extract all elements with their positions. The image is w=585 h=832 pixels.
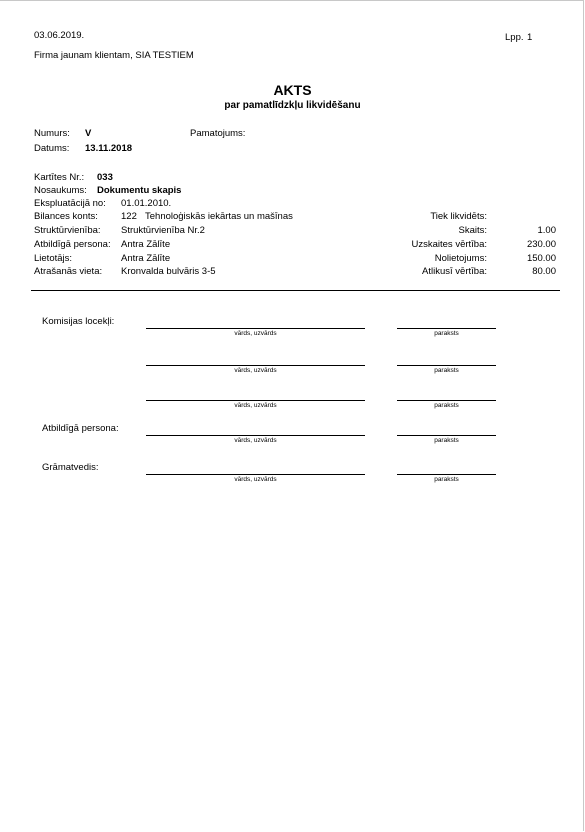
name-caption: vārds, uzvārds — [234, 367, 277, 374]
kartites-value: 033 — [97, 172, 113, 183]
atbildiga-value: Antra Zālīte — [121, 239, 171, 250]
bilances-name: Tehnoloģiskās iekārtas un mašīnas — [145, 211, 293, 222]
kartites-label: Kartītes Nr.: — [34, 172, 85, 183]
name-caption: vārds, uzvārds — [234, 437, 277, 444]
ekspl-label: Ekspluatācijā no: — [34, 198, 106, 209]
signature-line — [397, 474, 496, 475]
page-number: 1 — [527, 32, 533, 43]
nolietojums-value: 150.00 — [526, 253, 556, 264]
sign-caption: paraksts — [434, 367, 459, 374]
sign-caption: paraksts — [434, 437, 459, 444]
atlikusi-value: 80.00 — [532, 266, 556, 277]
gramatvedis-label: Grāmatvedis: — [42, 462, 99, 473]
uzskaites-label: Uzskaites vērtība: — [411, 239, 487, 250]
company-name: Firma jaunam klientam, SIA TESTIEM — [34, 50, 194, 61]
signature-line — [397, 435, 496, 436]
atbildiga-sign-label: Atbildīgā persona: — [42, 423, 119, 434]
print-date: 03.06.2019. — [34, 30, 85, 41]
nolietojums-label: Nolietojums: — [434, 253, 487, 264]
komisija-label: Komisijas locekļi: — [42, 316, 115, 327]
atbildiga-label: Atbildīgā persona: — [34, 239, 111, 250]
tiek-label: Tiek likvidēts: — [430, 211, 487, 222]
ekspl-value: 01.01.2010. — [121, 198, 172, 209]
nosaukums-label: Nosaukums: — [34, 185, 87, 196]
nosaukums-value: Dokumentu skapis — [97, 185, 182, 196]
pamatojums-label: Pamatojums: — [190, 128, 246, 139]
struktur-value: Struktūrvienība Nr.2 — [121, 225, 205, 236]
datums-label: Datums: — [34, 143, 70, 154]
section-divider — [31, 290, 560, 291]
name-caption: vārds, uzvārds — [234, 330, 277, 337]
numurs-value: V — [85, 128, 92, 139]
name-caption: vārds, uzvārds — [234, 476, 277, 483]
signature-line — [397, 328, 496, 329]
name-line — [146, 365, 365, 366]
name-line — [146, 400, 365, 401]
uzskaites-value: 230.00 — [526, 239, 556, 250]
document-subtitle: par pamatlīdzkļu likvidēšanu — [224, 100, 361, 111]
document-title: AKTS — [273, 82, 312, 98]
atrasanas-label: Atrašanās vieta: — [34, 266, 103, 277]
signature-line — [397, 400, 496, 401]
name-caption: vārds, uzvārds — [234, 402, 277, 409]
struktur-label: Struktūrvienība: — [34, 225, 101, 236]
sign-caption: paraksts — [434, 330, 459, 337]
page-label: Lpp. — [505, 32, 524, 43]
lietotajs-label: Lietotājs: — [34, 253, 73, 264]
name-line — [146, 474, 365, 475]
datums-value: 13.11.2018 — [85, 143, 133, 154]
bilances-code: 122 — [121, 211, 137, 222]
atlikusi-label: Atlikusī vērtība: — [422, 266, 487, 277]
skaits-label: Skaits: — [458, 225, 487, 236]
skaits-value: 1.00 — [537, 225, 556, 236]
sign-caption: paraksts — [434, 476, 459, 483]
signature-line — [397, 365, 496, 366]
name-line — [146, 328, 365, 329]
atrasanas-value: Kronvalda bulvāris 3-5 — [121, 266, 216, 277]
sign-caption: paraksts — [434, 402, 459, 409]
bilances-label: Bilances konts: — [34, 211, 98, 222]
name-line — [146, 435, 365, 436]
lietotajs-value: Antra Zālīte — [121, 253, 171, 264]
numurs-label: Numurs: — [34, 128, 70, 139]
